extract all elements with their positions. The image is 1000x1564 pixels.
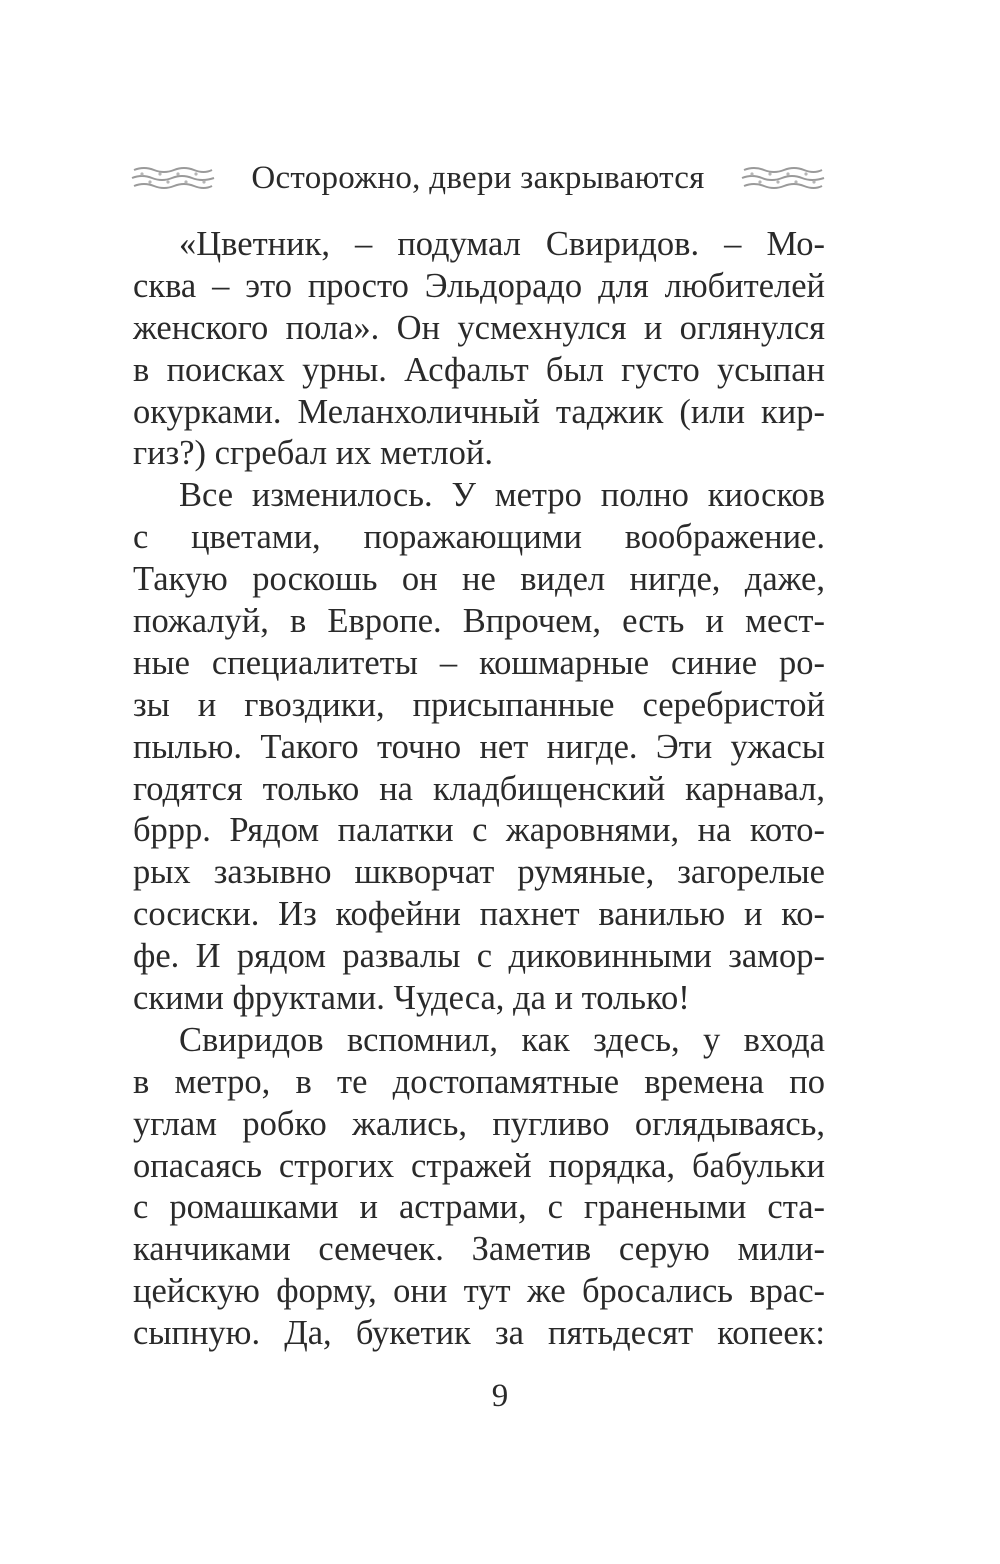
text-line: сосиски. Из кофейни пахнет ванилью и ко- [133,895,825,934]
text-line: сыпную. Да, букетик за пятьдесят копеек: [133,1314,825,1353]
flourish-right-icon [740,161,826,195]
text-line: опасаясь строгих стражей порядка, бабульки [133,1146,825,1185]
text-line: фе. И рядом развалы с диковинными замор- [133,937,825,976]
text-line: Такую роскошь он не видел нигде, даже, [133,560,825,599]
text-line: углам робко жались, пугливо оглядываясь, [133,1104,825,1143]
text-line: рых зазывно шкворчат румяные, загорелые [133,853,825,892]
text-line: с цветами, поражающими воображение. [133,518,825,557]
text-line: в поисках урны. Асфальт был густо усыпан [133,350,825,389]
body-text [133,224,825,1355]
running-head-title: Осторожно, двери закрываются [251,159,705,196]
text-line: в метро, в те достопамятные времена по [133,1062,825,1101]
text-line: пожалуй, в Европе. Впрочем, есть и мест- [133,602,825,641]
text-line: сква – это просто Эльдорадо для любителей [133,266,825,305]
text-line: скими фруктами. Чудеса, да и только! [133,979,690,1018]
page-number: 9 [491,1378,509,1414]
flourish-left-icon [130,161,216,195]
text-line: цейскую форму, они тут же бросались врас- [133,1272,825,1311]
text-line: бррр. Рядом палатки с жаровнями, на кото- [133,811,825,850]
text-line: гиз?) сгребал их метлой. [133,434,493,473]
text-line: «Цветник, – подумал Свиридов. – Мо- [179,225,825,263]
text-line: женского пола». Он усмехнулся и оглянулся [133,308,825,347]
running-head [130,148,826,208]
text-line: Свиридов вспомнил, как здесь, у входа [179,1020,825,1059]
text-line: с ромашками и астрами, с гранеными ста- [133,1188,825,1227]
text-line: пылью. Такого точно нет нигде. Эти ужасы [133,727,825,766]
paragraph-2 [133,475,825,1020]
text-line: зы и гвоздики, присыпанные серебристой [133,685,825,724]
text-line: канчиками семечек. Заметив серую мили- [133,1230,825,1269]
text-line: ные специалитеты – кошмарные синие ро- [133,643,825,682]
paragraph-1 [133,224,825,475]
text-line: годятся только на кладбищенский карнавал, [133,769,825,808]
text-line: Все изменилось. У метро полно киосков [179,476,825,515]
paragraph-3 [133,1020,825,1355]
text-line: окурками. Меланхоличный таджик (или кир- [133,392,825,431]
